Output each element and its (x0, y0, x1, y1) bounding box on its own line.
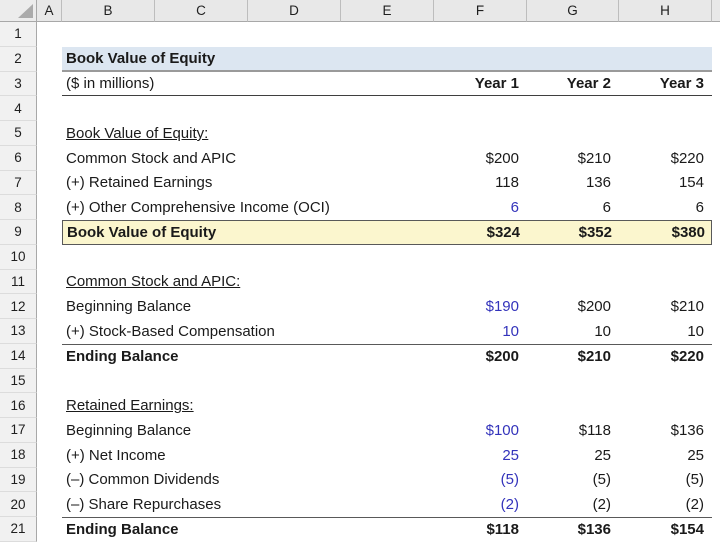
row-header[interactable]: 13 (0, 319, 37, 344)
cell[interactable] (37, 121, 62, 146)
sheet-row-1 (0, 22, 720, 47)
cell[interactable] (37, 517, 62, 542)
year3-value-cell[interactable]: 6 (695, 199, 704, 217)
year2-value-cell[interactable]: 6 (602, 199, 611, 217)
year3-header-cell[interactable]: Year 3 (659, 74, 704, 92)
section-heading-text: Common Stock and APIC: (66, 273, 241, 291)
sheet-row-2 (0, 47, 720, 72)
cell[interactable] (62, 245, 434, 270)
year1-value-cell[interactable]: 25 (502, 446, 519, 464)
sheet-row-20 (0, 492, 720, 517)
year3-value-cell[interactable]: 25 (687, 446, 704, 464)
column-header-c[interactable]: C (155, 0, 248, 22)
cell[interactable] (37, 468, 62, 493)
cell[interactable] (619, 245, 712, 270)
cell[interactable] (62, 369, 434, 394)
row-header[interactable]: 4 (0, 96, 37, 121)
year1-value-cell[interactable]: $200 (485, 348, 519, 366)
row-label-cell[interactable]: (+) Retained Earnings (66, 174, 213, 192)
row-header[interactable]: 14 (0, 344, 37, 369)
year3-value-cell[interactable]: 154 (678, 174, 704, 192)
row-label-cell[interactable]: Beginning Balance (66, 298, 192, 316)
cell[interactable] (37, 294, 62, 319)
cell[interactable] (527, 245, 619, 270)
cell[interactable] (37, 72, 62, 97)
sheet-row-7 (0, 171, 720, 196)
year2-value-cell[interactable]: $210 (577, 149, 611, 167)
section-heading-text: Book Value of Equity: (66, 124, 209, 142)
year1-value-cell[interactable]: 10 (502, 322, 519, 340)
cell[interactable] (37, 393, 62, 418)
year2-header-cell[interactable]: Year 2 (566, 74, 611, 92)
row-header[interactable]: 10 (0, 245, 37, 270)
section-heading-cell[interactable] (62, 270, 434, 295)
cell[interactable] (37, 220, 62, 245)
row-header[interactable]: 9 (0, 220, 37, 245)
year3-value-cell[interactable]: (5) (685, 471, 704, 489)
row-label-cell[interactable]: (+) Net Income (66, 446, 166, 464)
cell[interactable] (37, 270, 62, 295)
column-header-strip (0, 0, 720, 22)
year3-value-cell[interactable]: $210 (670, 298, 704, 316)
year2-value-cell[interactable]: $200 (577, 298, 611, 316)
cell[interactable] (619, 22, 712, 47)
row-header[interactable]: 16 (0, 393, 37, 418)
year3-value-cell[interactable]: $154 (670, 521, 704, 539)
highlighted-total-band (62, 220, 712, 245)
sheet-row-3 (0, 72, 720, 97)
year3-value-cell[interactable]: $220 (670, 348, 704, 366)
year3-value-cell[interactable]: $220 (670, 149, 704, 167)
row-header[interactable]: 7 (0, 171, 37, 196)
total-label-cell[interactable]: Book Value of Equity (67, 223, 217, 241)
sheet-row-8 (0, 195, 720, 220)
sheet-row-15 (0, 369, 720, 394)
cell[interactable] (37, 245, 62, 270)
select-all-triangle-icon (18, 4, 33, 18)
row-label-cell[interactable]: Common Stock and APIC (66, 149, 237, 167)
row-header[interactable]: 8 (0, 195, 37, 220)
sheet-row-9 (0, 220, 720, 245)
cell[interactable] (37, 443, 62, 468)
row-label-cell[interactable]: (–) Share Repurchases (66, 496, 222, 514)
total-label-cell[interactable]: Ending Balance (66, 521, 179, 539)
year1-value-cell[interactable]: (2) (500, 496, 519, 514)
cell[interactable] (619, 47, 712, 70)
year2-value-cell[interactable]: 25 (594, 446, 611, 464)
year2-value-cell[interactable]: $118 (578, 421, 611, 439)
year1-value-cell[interactable]: $200 (485, 149, 519, 167)
cell[interactable] (37, 22, 62, 47)
row-header[interactable]: 19 (0, 468, 37, 493)
cell[interactable] (62, 22, 434, 47)
select-all-corner[interactable] (0, 0, 37, 22)
column-header-a[interactable]: A (37, 0, 62, 22)
row-header[interactable]: 11 (0, 270, 37, 295)
year1-value-cell[interactable]: $100 (485, 421, 519, 439)
sheet-row-18 (0, 443, 720, 468)
sheet-row-17 (0, 418, 720, 443)
year2-value-cell[interactable]: (2) (592, 496, 611, 514)
row-label-cell[interactable]: (–) Common Dividends (66, 471, 220, 489)
column-header-b[interactable]: B (62, 0, 155, 22)
cell[interactable] (37, 492, 62, 517)
row-header[interactable]: 3 (0, 72, 37, 97)
cell[interactable] (434, 369, 527, 394)
cell[interactable] (527, 96, 619, 121)
row-header[interactable]: 2 (0, 47, 37, 72)
sheet-row-13 (0, 319, 720, 344)
column-header-g[interactable]: G (527, 0, 619, 22)
year3-value-cell[interactable]: (2) (685, 496, 704, 514)
sheet-row-4 (0, 96, 720, 121)
cell[interactable] (434, 270, 527, 295)
row-header[interactable]: 1 (0, 22, 37, 47)
row-header[interactable]: 20 (0, 492, 37, 517)
cell[interactable] (37, 195, 62, 220)
subtotal-band (62, 344, 712, 369)
column-header-h[interactable]: H (619, 0, 712, 22)
sheet-row-5 (0, 121, 720, 146)
column-header-e[interactable]: E (341, 0, 434, 22)
cell[interactable] (37, 344, 62, 369)
sheet-row-19 (0, 468, 720, 493)
cell[interactable] (619, 369, 712, 394)
sheet-row-11 (0, 270, 720, 295)
year2-value-cell[interactable]: $136 (577, 521, 611, 539)
row-header[interactable]: 21 (0, 517, 37, 542)
cell[interactable] (527, 369, 619, 394)
subtotal-band (62, 517, 712, 542)
year1-header-cell[interactable]: Year 1 (474, 74, 519, 92)
section-heading-cell[interactable] (62, 121, 434, 146)
year1-value-cell[interactable]: $190 (485, 298, 519, 316)
year2-value-cell[interactable]: $210 (577, 348, 611, 366)
cell[interactable] (619, 96, 712, 121)
cell[interactable] (434, 22, 527, 47)
cell[interactable] (527, 47, 619, 70)
row-header[interactable]: 6 (0, 146, 37, 171)
year3-value-cell[interactable]: $136 (670, 421, 704, 439)
cell[interactable] (37, 146, 62, 171)
row-label-cell[interactable]: (+) Other Comprehensive Income (OCI) (66, 199, 330, 217)
year1-value-cell[interactable]: 6 (510, 199, 519, 217)
sheet-row-16 (0, 393, 720, 418)
cell[interactable] (37, 319, 62, 344)
section-heading-cell[interactable] (62, 393, 434, 418)
cell[interactable] (434, 393, 527, 418)
cell[interactable] (619, 393, 712, 418)
section-heading-text: Retained Earnings: (66, 397, 194, 415)
cell[interactable] (434, 47, 527, 70)
row-header[interactable]: 15 (0, 369, 37, 394)
row-label-cell[interactable]: Beginning Balance (66, 421, 192, 439)
year2-value-cell[interactable]: 10 (594, 322, 611, 340)
column-header-d[interactable]: D (248, 0, 341, 22)
cell[interactable] (619, 270, 712, 295)
year3-value-cell[interactable]: $380 (671, 223, 705, 241)
cell[interactable] (37, 171, 62, 196)
column-header-partial (712, 0, 720, 22)
cell[interactable] (62, 96, 434, 121)
cell[interactable] (434, 245, 527, 270)
year1-value-cell[interactable]: $324 (486, 223, 520, 241)
cell[interactable] (434, 121, 527, 146)
cell[interactable] (527, 393, 619, 418)
cell[interactable] (37, 369, 62, 394)
sheet-row-10 (0, 245, 720, 270)
cell[interactable] (619, 121, 712, 146)
sheet-title-cell[interactable]: Book Value of Equity (66, 49, 216, 67)
year2-value-cell[interactable]: (5) (592, 471, 611, 489)
year1-value-cell[interactable]: (5) (500, 471, 519, 489)
sheet-row-14 (0, 344, 720, 369)
sheet-row-6 (0, 146, 720, 171)
cell[interactable] (37, 96, 62, 121)
units-label-cell[interactable]: ($ in millions) (66, 74, 155, 92)
row-header[interactable]: 18 (0, 443, 37, 468)
year2-value-cell[interactable]: $352 (578, 223, 612, 241)
year3-value-cell[interactable]: 10 (687, 322, 704, 340)
year1-value-cell[interactable]: $118 (486, 521, 519, 539)
sheet-row-21 (0, 517, 720, 542)
total-label-cell[interactable]: Ending Balance (66, 348, 179, 366)
cell[interactable] (434, 96, 527, 121)
column-header-f[interactable]: F (434, 0, 527, 22)
cell[interactable] (527, 121, 619, 146)
sheet-row-12 (0, 294, 720, 319)
row-header[interactable]: 12 (0, 294, 37, 319)
row-header[interactable]: 17 (0, 418, 37, 443)
year2-value-cell[interactable]: 136 (585, 174, 611, 192)
cell[interactable] (37, 418, 62, 443)
cell[interactable] (527, 270, 619, 295)
row-label-cell[interactable]: (+) Stock-Based Compensation (66, 322, 275, 340)
row-header[interactable]: 5 (0, 121, 37, 146)
cell[interactable] (527, 22, 619, 47)
cell[interactable] (37, 47, 62, 72)
year1-value-cell[interactable]: 118 (495, 174, 519, 192)
